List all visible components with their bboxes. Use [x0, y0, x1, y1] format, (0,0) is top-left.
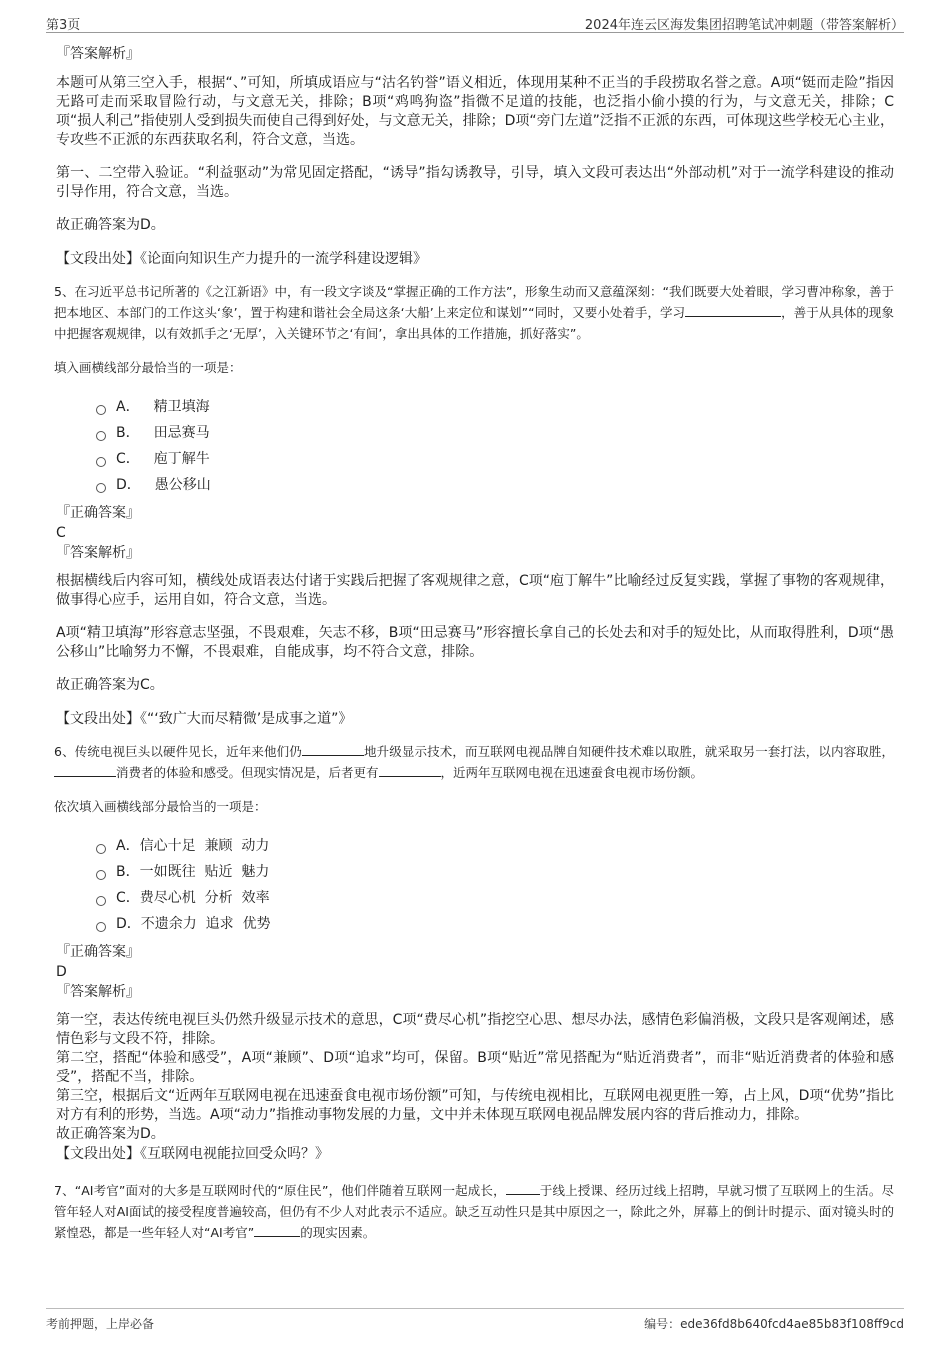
option-d[interactable]: D． 不遗余力 追求 优势 [96, 911, 894, 937]
fill-blank [379, 762, 441, 777]
answer-value: D [56, 964, 67, 980]
analysis-paragraph: 根据横线后内容可知，横线处成语表达付诸于实践后把握了客观规律之意，C项“庖丁解牛”比喻经过反复实践，掌握了事物的客观规律，做事得心应手，运用自如，符合文意，当选。 [56, 573, 894, 608]
radio-icon[interactable] [96, 922, 106, 932]
question-6-text: 6、传统电视巨头以硬件见长，近年来他们仍 地升级显示技术，而互联网电视品牌自知硬件技术难以取胜，就采取另一套打法，以内容取胜，消费者的体验和感受。但现实情况是，后者更有 ，近两年互联网电视在迅速蚕食电视市场份额。 [54, 741, 894, 783]
page-number: 第3页 [46, 18, 81, 33]
analysis-paragraph: 第三空，根据后文“近两年互联网电视在迅速蚕食电视市场份额”可知，与传统电视相比，互联网电视更胜一筹，占上风，D项“优势”指比对方有利的形势，当选。A项“动力”指推动事物发展的力量，文中并未体现互联网电视品牌发展内容的背后推动力，排除。 [56, 1088, 894, 1123]
question-5-text: 5、在习近平总书记所著的《之江新语》中，有一段文字谈及“掌握正确的工作方法”，形象生动而又意蕴深刻：“我们既要大处着眼，学习曹冲称象，善于把本地区、本部门的工作这头‘象’，置于构建和谐社会全局这条‘大船’上来定位和谋划”“同时，又要小处着手，学习 ，善于从具体的现象中把握客观规律，以有效抓手之‘无厚’，入关键环节之‘有间’，拿出具体的工作措施，抓好落实”。 [54, 284, 894, 341]
analysis-conclusion: 故正确答案为C。 [56, 677, 164, 693]
question-7-text: 7、“AI考官”面对的大多是互联网时代的“原住民”，他们伴随着互联网一起成长， 于线上授课、经历过线上招聘，早就习惯了互联网上的生活。尽管年轻人对AI面试的接受程度普遍较高，但仍有不少人对此表示不适应。缺乏互动性只是其中原因之一，除此之外，屏幕上的倒计时提示、面对镜头时的紧惶恐，都是一些年轻人对“AI考官” 的现实因素。 [54, 1180, 894, 1243]
document-body [56, 40, 894, 1253]
document-title: 2024年连云区海发集团招聘笔试冲刺题（带答案解析） [584, 18, 904, 33]
analysis-paragraph: 本题可从第三空入手，根据“、”可知，所填成语应与“沽名钓誉”语义相近，体现用某种不正当的手段捞取名誉之意。A项“铤而走险”指因无路可走而采取冒险行动，与文意无关，排除；B项“鸡鸣狗盗”指微不足道的技能，也泛指小偷小摸的行为，与文意无关，排除；C项“损人利己”指使别人受到损失而使自己得到好处，与文意无关，排除；D项“旁门左道”泛指不正派的东西，可体现这些学校无心主业，专攻些不正派的东西获取名利，符合文意，当选。 [56, 75, 894, 148]
page-header [46, 10, 904, 33]
answer-label: 『正确答案』 [56, 505, 140, 521]
analysis-label: 『答案解析』 [56, 984, 140, 1000]
option-a[interactable]: A． 信心十足 兼顾 动力 [96, 833, 894, 859]
radio-icon[interactable] [96, 870, 106, 880]
fill-blank [54, 762, 116, 777]
fill-blank [506, 1180, 540, 1195]
analysis-paragraph: 第二空，搭配“体验和感受”，A项“兼顾”、D项“追求”均可，保留。B项“贴近”常见搭配为“贴近消费者”，而非“贴近消费者的体验和感受”，搭配不当，排除。 [56, 1050, 894, 1085]
analysis-paragraph: 第一空，表达传统电视巨头仍然升级显示技术的意思，C项“费尽心机”指挖空心思、想尽办法，感情色彩偏消极，文段只是客观阐述，感情色彩与文段不符，排除。 [56, 1012, 894, 1047]
source-citation: 【文段出处】《论面向知识生产力提升的一流学科建设逻辑》 [56, 251, 427, 267]
source-citation: 【文段出处】《“‘致广大而尽精微’是成事之道”》 [56, 711, 353, 727]
footer-slogan: 考前押题，上岸必备 [46, 1317, 155, 1331]
fill-blank [685, 302, 781, 317]
analysis-paragraph: A项“精卫填海”形容意志坚强，不畏艰难，矢志不移，B项“田忌赛马”形容擅长拿自己的长处去和对手的短处比，从而取得胜利，D项“愚公移山”比喻努力不懈，不畏艰难，自能成事，均不符合文意，排除。 [56, 625, 894, 660]
analysis-conclusion: 故正确答案为D。 [56, 217, 165, 233]
option-d[interactable]: D． 愚公移山 [96, 472, 894, 498]
radio-icon[interactable] [96, 896, 106, 906]
radio-icon[interactable] [96, 405, 106, 415]
question-6-prompt: 依次填入画横线部分最恰当的一项是： [54, 799, 267, 814]
fill-blank [254, 1222, 300, 1237]
option-b[interactable]: B． 一如既往 贴近 魅力 [96, 859, 894, 885]
radio-icon[interactable] [96, 844, 106, 854]
fill-blank [302, 741, 364, 756]
answer-label: 『正确答案』 [56, 944, 140, 960]
document-id: 编号：ede36fd8b640fcd4ae85b83f108ff9cd [644, 1317, 904, 1331]
option-a[interactable]: A． 精卫填海 [96, 394, 894, 420]
answer-value: C [56, 525, 66, 541]
source-citation: 【文段出处】《互联网电视能拉回受众吗？》 [56, 1146, 329, 1162]
analysis-label: 『答案解析』 [56, 46, 140, 62]
analysis-conclusion: 故正确答案为D。 [56, 1126, 165, 1142]
radio-icon[interactable] [96, 457, 106, 467]
option-c[interactable]: C． 庖丁解牛 [96, 446, 894, 472]
question-6-options [96, 833, 894, 937]
question-5-prompt: 填入画横线部分最恰当的一项是： [54, 360, 242, 375]
option-b[interactable]: B． 田忌赛马 [96, 420, 894, 446]
radio-icon[interactable] [96, 483, 106, 493]
page-footer [46, 1308, 904, 1333]
analysis-label: 『答案解析』 [56, 545, 140, 561]
radio-icon[interactable] [96, 431, 106, 441]
option-c[interactable]: C． 费尽心机 分析 效率 [96, 885, 894, 911]
analysis-paragraph: 第一、二空带入验证。“利益驱动”为常见固定搭配，“诱导”指勾诱教导，引导，填入文段可表达出“外部动机”对于一流学科建设的推动引导作用，符合文意，当选。 [56, 165, 894, 200]
question-5-options [96, 394, 894, 498]
